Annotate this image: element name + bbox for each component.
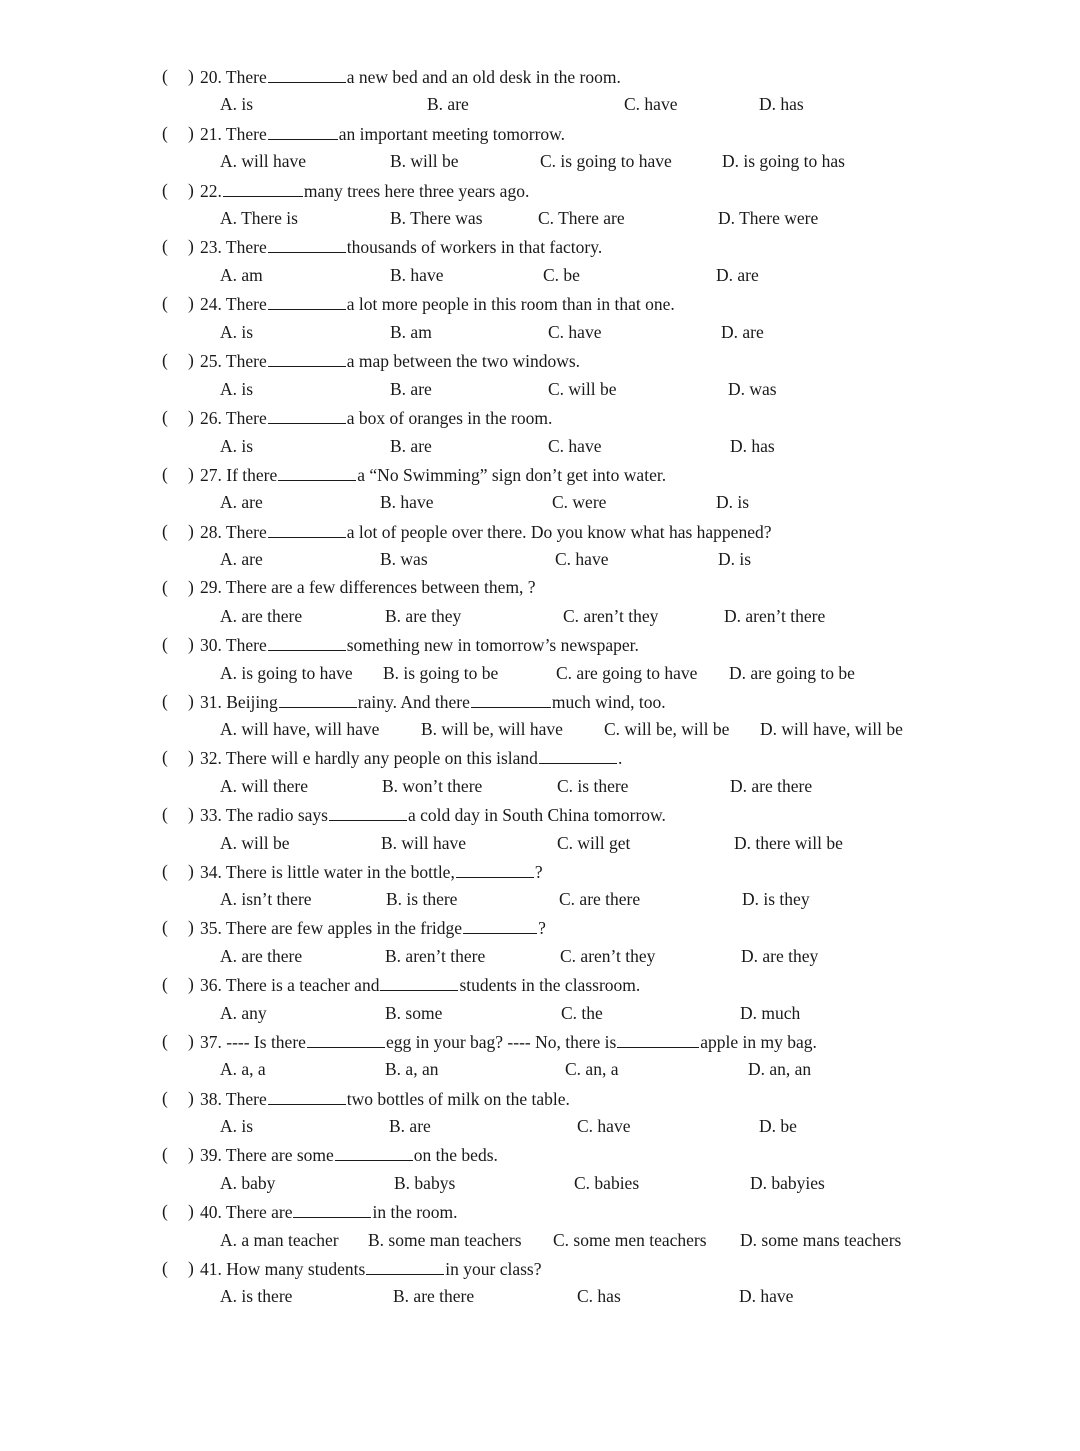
answer-blank [268, 405, 346, 424]
option-a: A. baby [220, 1173, 276, 1193]
stem-text: 39. There are some [200, 1145, 334, 1165]
options-31 [0, 717, 1080, 741]
option-d: D. are [716, 265, 759, 285]
answer-blank [268, 291, 346, 310]
question-28 [0, 519, 1080, 543]
options-26 [0, 434, 1080, 458]
options-30 [0, 661, 1080, 685]
option-a: A. am [220, 265, 263, 285]
option-b: B. There was [390, 208, 483, 228]
option-b: B. is there [386, 889, 458, 909]
option-b: B. have [390, 265, 444, 285]
question-26 [0, 405, 1080, 429]
answer-paren-open: ( [162, 634, 168, 654]
answer-blank [268, 1086, 346, 1105]
option-b: B. are [390, 379, 432, 399]
option-d: D. be [759, 1116, 797, 1136]
stem-text: on the beds. [413, 1145, 498, 1165]
question-stem [200, 291, 675, 316]
question-32 [0, 745, 1080, 769]
question-stem [200, 745, 622, 770]
question-35 [0, 915, 1080, 939]
option-c: C. babies [574, 1173, 640, 1193]
answer-paren-close: ) [188, 180, 194, 200]
option-d: D. There were [718, 208, 819, 228]
options-28 [0, 547, 1080, 571]
question-stem [200, 348, 580, 373]
answer-paren-open: ( [162, 123, 168, 143]
option-c: C. were [552, 492, 607, 512]
answer-paren-open: ( [162, 1258, 168, 1278]
option-a: A. are [220, 549, 263, 569]
option-c: C. is going to have [540, 151, 672, 171]
answer-blank [223, 178, 303, 197]
option-c: C. have [548, 436, 602, 456]
stem-text: in the room. [372, 1202, 458, 1222]
stem-text: 25. There [200, 351, 267, 371]
option-b: B. a, an [385, 1059, 439, 1079]
option-c: C. have [555, 549, 609, 569]
question-38 [0, 1086, 1080, 1110]
options-29 [0, 604, 1080, 628]
option-d: D. much [740, 1003, 801, 1023]
option-b: B. won’t there [382, 776, 483, 796]
option-b: B. is going to be [383, 663, 499, 683]
options-32 [0, 774, 1080, 798]
option-d: D. has [759, 94, 804, 114]
stem-text: a new bed and an old desk in the room. [346, 67, 621, 87]
option-a: A. There is [220, 208, 298, 228]
option-b: B. have [380, 492, 434, 512]
option-a: A. is [220, 436, 254, 456]
answer-blank [471, 689, 551, 708]
option-a: A. is going to have [220, 663, 353, 683]
answer-paren-close: ) [188, 521, 194, 541]
answer-paren-open: ( [162, 1088, 168, 1108]
option-d: D. are there [730, 776, 813, 796]
answer-paren-close: ) [188, 861, 194, 881]
answer-paren-close: ) [188, 464, 194, 484]
question-stem [200, 1086, 570, 1111]
option-b: B. some man teachers [368, 1230, 522, 1250]
option-d: D. are [721, 322, 764, 342]
options-27 [0, 490, 1080, 514]
question-stem [200, 632, 639, 657]
option-d: D. has [730, 436, 775, 456]
answer-blank [539, 745, 617, 764]
answer-blank [307, 1029, 385, 1048]
stem-text: many trees here three years ago. [303, 181, 530, 201]
stem-text: 30. There [200, 635, 267, 655]
options-41 [0, 1284, 1080, 1308]
stem-text: thousands of workers in that factory. [346, 237, 603, 257]
stem-text: 36. There is a teacher and [200, 975, 380, 995]
answer-blank [268, 519, 346, 538]
option-a: A. any [220, 1003, 267, 1023]
option-a: A. isn’t there [220, 889, 312, 909]
option-b: B. are [390, 436, 432, 456]
stem-text: 41. How many students [200, 1259, 366, 1279]
stem-text: 33. The radio says [200, 805, 328, 825]
answer-blank [279, 689, 357, 708]
stem-text: . [617, 748, 623, 768]
answer-paren-open: ( [162, 861, 168, 881]
question-stem [200, 121, 565, 146]
option-a: A. a man teacher [220, 1230, 339, 1250]
answer-blank [293, 1199, 371, 1218]
option-a: A. is [220, 379, 254, 399]
question-stem [200, 519, 771, 544]
option-d: D. was [728, 379, 777, 399]
option-b: B. will be, will have [421, 719, 563, 739]
options-34 [0, 887, 1080, 911]
stem-text: a “No Swimming” sign don’t get into water. [357, 465, 667, 485]
answer-paren-close: ) [188, 577, 194, 597]
stem-text: apple in my bag. [700, 1032, 817, 1052]
option-b: B. are [389, 1116, 431, 1136]
question-20 [0, 64, 1080, 88]
option-a: A. is [220, 1116, 254, 1136]
answer-paren-open: ( [162, 1201, 168, 1221]
question-29 [0, 575, 1080, 599]
options-24 [0, 320, 1080, 344]
stem-text: 34. There is little water in the bottle, [200, 862, 455, 882]
question-31 [0, 689, 1080, 713]
stem-text: 40. There are [200, 1202, 293, 1222]
stem-text: a lot of people over there. Do you know what has happened? [346, 522, 772, 542]
option-c: C. There are [538, 208, 625, 228]
question-33 [0, 802, 1080, 826]
question-22 [0, 178, 1080, 202]
question-stem [200, 234, 602, 259]
question-stem [200, 575, 536, 599]
option-b: B. babys [394, 1173, 456, 1193]
answer-paren-close: ) [188, 1258, 194, 1278]
answer-paren-close: ) [188, 691, 194, 711]
option-d: D. is going to has [722, 151, 845, 171]
option-a: A. will have, will have [220, 719, 380, 739]
options-35 [0, 944, 1080, 968]
option-b: B. are there [393, 1286, 475, 1306]
answer-paren-close: ) [188, 804, 194, 824]
option-b: B. are they [385, 606, 462, 626]
question-36 [0, 972, 1080, 996]
option-d: D. an, an [748, 1059, 812, 1079]
option-c: C. some men teachers [553, 1230, 707, 1250]
answer-paren-open: ( [162, 350, 168, 370]
option-a: A. will there [220, 776, 308, 796]
question-stem [200, 1256, 542, 1281]
option-d: D. are they [741, 946, 819, 966]
question-34 [0, 859, 1080, 883]
options-39 [0, 1171, 1080, 1195]
stem-text: ? [534, 862, 543, 882]
option-c: C. an, a [565, 1059, 619, 1079]
question-37 [0, 1029, 1080, 1053]
question-40 [0, 1199, 1080, 1223]
answer-paren-open: ( [162, 974, 168, 994]
answer-blank [268, 64, 346, 83]
answer-blank [268, 234, 346, 253]
stem-text: 38. There [200, 1089, 267, 1109]
answer-paren-open: ( [162, 180, 168, 200]
stem-text: a box of oranges in the room. [346, 408, 553, 428]
option-b: B. will have [381, 833, 467, 853]
answer-paren-open: ( [162, 747, 168, 767]
answer-paren-open: ( [162, 521, 168, 541]
stem-text: a cold day in South China tomorrow. [408, 805, 666, 825]
options-37 [0, 1057, 1080, 1081]
options-22 [0, 206, 1080, 230]
question-stem [200, 915, 546, 940]
question-25 [0, 348, 1080, 372]
question-21 [0, 121, 1080, 145]
stem-text: two bottles of milk on the table. [346, 1089, 570, 1109]
stem-text: in your class? [445, 1259, 542, 1279]
answer-paren-open: ( [162, 66, 168, 86]
option-b: B. are [427, 94, 469, 114]
stem-text: egg in your bag? ---- No, there is [385, 1032, 617, 1052]
question-30 [0, 632, 1080, 656]
question-stem [200, 859, 543, 884]
options-23 [0, 263, 1080, 287]
option-a: A. are there [220, 946, 303, 966]
option-c: C. aren’t they [563, 606, 659, 626]
answer-paren-close: ) [188, 236, 194, 256]
answer-paren-open: ( [162, 1031, 168, 1051]
question-24 [0, 291, 1080, 315]
option-a: A. will be [220, 833, 290, 853]
option-c: C. will get [557, 833, 631, 853]
option-d: D. are going to be [729, 663, 855, 683]
option-c: C. has [577, 1286, 621, 1306]
option-a: A. is [220, 322, 254, 342]
answer-paren-close: ) [188, 407, 194, 427]
option-b: B. was [380, 549, 428, 569]
question-stem [200, 178, 529, 203]
question-stem [200, 462, 666, 487]
option-d: D. aren’t there [724, 606, 826, 626]
answer-blank [278, 462, 356, 481]
stem-text: much wind, too. [551, 692, 666, 712]
stem-text: 23. There [200, 237, 267, 257]
option-c: C. the [561, 1003, 603, 1023]
question-stem [200, 1199, 458, 1224]
stem-text: ? [538, 918, 546, 938]
option-a: A. will have [220, 151, 307, 171]
answer-paren-open: ( [162, 917, 168, 937]
answer-paren-open: ( [162, 236, 168, 256]
question-stem [200, 689, 666, 714]
answer-blank [380, 972, 458, 991]
question-stem [200, 405, 552, 430]
answer-paren-open: ( [162, 804, 168, 824]
stem-text: 37. ---- Is there [200, 1032, 306, 1052]
answer-paren-open: ( [162, 293, 168, 313]
stem-text: a map between the two windows. [346, 351, 581, 371]
stem-text: 20. There [200, 67, 267, 87]
answer-blank [456, 859, 534, 878]
stem-text: a lot more people in this room than in that one. [346, 294, 675, 314]
stem-text: 21. There [200, 124, 267, 144]
option-d: D. will have, will be [760, 719, 903, 739]
stem-text: 35. There are few apples in the fridge [200, 918, 463, 938]
question-27 [0, 462, 1080, 486]
option-c: C. are going to have [556, 663, 698, 683]
answer-blank [268, 121, 338, 140]
options-36 [0, 1001, 1080, 1025]
answer-blank [329, 802, 407, 821]
option-d: D. is they [742, 889, 810, 909]
answer-paren-close: ) [188, 634, 194, 654]
question-stem [200, 972, 640, 997]
answer-paren-open: ( [162, 464, 168, 484]
options-21 [0, 149, 1080, 173]
answer-blank [463, 915, 537, 934]
stem-text: 22. [200, 181, 222, 201]
stem-text: students in the classroom. [459, 975, 641, 995]
options-20 [0, 92, 1080, 116]
answer-blank [268, 632, 346, 651]
option-d: D. is [718, 549, 752, 569]
answer-paren-open: ( [162, 577, 168, 597]
option-b: B. am [390, 322, 432, 342]
option-a: A. are there [220, 606, 303, 626]
answer-paren-close: ) [188, 1144, 194, 1164]
option-a: A. is [220, 94, 254, 114]
answer-paren-close: ) [188, 974, 194, 994]
option-c: C. is there [557, 776, 629, 796]
stem-text: 31. Beijing [200, 692, 278, 712]
option-b: B. will be [390, 151, 459, 171]
stem-text: 28. There [200, 522, 267, 542]
stem-text: something new in tomorrow’s newspaper. [346, 635, 639, 655]
stem-text: 29. There are a few differences between them, ? [200, 577, 536, 597]
option-b: B. aren’t there [385, 946, 486, 966]
answer-blank [335, 1142, 413, 1161]
question-stem [200, 1029, 817, 1054]
question-23 [0, 234, 1080, 258]
answer-paren-close: ) [188, 1201, 194, 1221]
options-33 [0, 831, 1080, 855]
stem-text: 26. There [200, 408, 267, 428]
stem-text: 24. There [200, 294, 267, 314]
stem-text: 32. There will e hardly any people on this island [200, 748, 538, 768]
option-c: C. have [624, 94, 678, 114]
option-d: D. have [739, 1286, 794, 1306]
option-d: D. some mans teachers [740, 1230, 902, 1250]
option-c: C. aren’t they [560, 946, 656, 966]
question-stem [200, 64, 621, 89]
question-stem [200, 802, 666, 827]
option-a: A. is there [220, 1286, 293, 1306]
option-c: C. will be, will be [604, 719, 730, 739]
answer-paren-close: ) [188, 917, 194, 937]
question-39 [0, 1142, 1080, 1166]
option-c: C. will be [548, 379, 617, 399]
option-a: A. are [220, 492, 263, 512]
options-40 [0, 1228, 1080, 1252]
option-b: B. some [385, 1003, 443, 1023]
option-c: C. have [577, 1116, 631, 1136]
answer-paren-close: ) [188, 66, 194, 86]
option-d: D. babyies [750, 1173, 825, 1193]
stem-text: an important meeting tomorrow. [338, 124, 566, 144]
answer-paren-open: ( [162, 407, 168, 427]
answer-paren-close: ) [188, 1088, 194, 1108]
stem-text: rainy. And there [357, 692, 470, 712]
answer-paren-close: ) [188, 123, 194, 143]
question-41 [0, 1256, 1080, 1280]
answer-paren-open: ( [162, 691, 168, 711]
answer-paren-close: ) [188, 1031, 194, 1051]
answer-blank [268, 348, 346, 367]
answer-paren-open: ( [162, 1144, 168, 1164]
answer-paren-close: ) [188, 350, 194, 370]
option-a: A. a, a [220, 1059, 266, 1079]
option-c: C. are there [559, 889, 641, 909]
option-c: C. be [543, 265, 580, 285]
stem-text: 27. If there [200, 465, 278, 485]
answer-blank [617, 1029, 699, 1048]
options-25 [0, 377, 1080, 401]
answer-paren-close: ) [188, 747, 194, 767]
option-d: D. there will be [734, 833, 843, 853]
answer-blank [366, 1256, 444, 1275]
answer-paren-close: ) [188, 293, 194, 313]
option-d: D. is [716, 492, 750, 512]
question-stem [200, 1142, 498, 1167]
options-38 [0, 1114, 1080, 1138]
option-c: C. have [548, 322, 602, 342]
